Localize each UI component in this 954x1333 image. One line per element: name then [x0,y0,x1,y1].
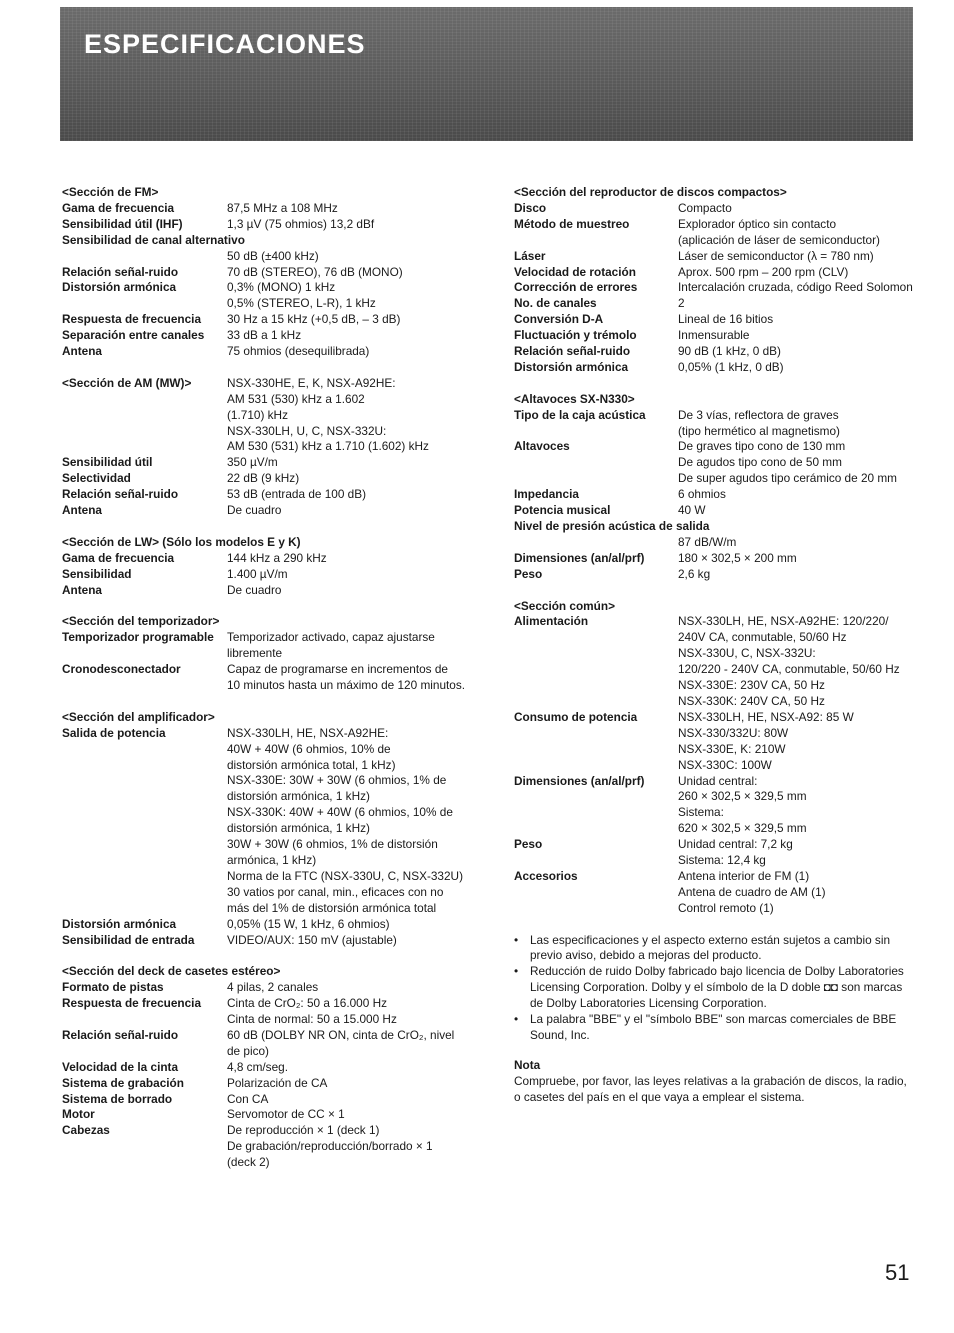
spec-value: 53 dB (entrada de 100 dB) [227,487,367,502]
spec-label: Relación señal-ruido [62,1027,179,1042]
spec-label: Separación entre canales [62,328,205,343]
spec-label: Antena [62,582,102,597]
spec-label: Peso [514,837,543,852]
spec-values [227,1107,492,1123]
spec-values [678,439,924,487]
spec-values [227,1092,492,1108]
spec-row [514,265,924,281]
spec-value: 120/220 - 240V CA, conmutable, 50/60 Hz [678,662,900,677]
spec-label: Formato de pistas [62,980,164,995]
spec-value: AM 531 (530) kHz a 1.602 [227,391,365,406]
spec-row [62,567,492,583]
nota-line: o casetes del país en el que vaya a emplear el sistema. [514,1089,805,1104]
spec-values [227,1076,492,1092]
section-title: <Sección de LW> (Sólo los modelos E y K) [62,534,301,549]
note-text [530,933,924,965]
spec-value: 22 dB (9 kHz) [227,471,300,486]
spec-section [62,614,492,694]
spec-label: Antena [62,344,102,359]
spec-value: 33 dB a 1 kHz [227,328,302,343]
spec-values [678,265,924,281]
spec-value: 87 dB/W/m [678,534,737,549]
spec-values [227,249,492,265]
spec-value: 30W + 30W (6 ohmios, 1% de distorsión [227,837,438,852]
spec-values [678,328,924,344]
spec-row [62,933,492,949]
spec-values [227,980,492,996]
section-title: <Sección del amplificador> [62,709,215,724]
spec-value: 30 Hz a 15 kHz (+0,5 dB, – 3 dB) [227,312,401,327]
spec-label: Dimensiones (an/al/prf) [514,550,645,565]
spec-values [678,535,924,551]
spec-label: Disco [514,200,547,215]
spec-row [514,487,924,503]
note-line: previo aviso, debido a mejoras del producto. [530,948,762,963]
spec-row [62,280,492,312]
spec-value: De agudos tipo cono de 50 mm [678,455,842,470]
spec-value: 30 vatios por canal, min., eficaces con no [227,884,444,899]
note-line: Sound, Inc. [530,1027,590,1042]
spec-row [514,614,924,709]
spec-value: Láser de semiconductor (λ = 780 nm) [678,248,874,263]
spec-label: No. de canales [514,296,597,311]
spec-section [62,964,492,1171]
spec-value: De cuadro [227,503,282,518]
spec-label: Cronodesconectador [62,662,181,677]
spec-value: 10 minutos hasta un máximo de 120 minutos. [227,678,466,693]
spec-value: 75 ohmios (desequilibrada) [227,344,370,359]
nota-text [514,1074,924,1106]
spec-value: NSX-330K: 240V CA, 50 Hz [678,693,825,708]
spec-value: NSX-330LH, U, C, NSX-332U: [227,423,387,438]
spec-row [62,312,492,328]
spec-value: más del 1% de distorsión armónica total [227,900,437,915]
spec-value: De cuadro [227,582,282,597]
spec-values [227,328,492,344]
spec-label: Fluctuación y trémolo [514,328,637,343]
spec-value: NSX-330U, C, NSX-332U: [678,646,816,661]
spec-values [227,344,492,360]
spec-value: 4,8 cm/seg. [227,1059,288,1074]
spec-value: VIDEO/AUX: 150 mV (ajustable) [227,932,397,947]
spec-values [678,201,924,217]
spec-value: Antena interior de FM (1) [678,868,810,883]
spec-value: AM 530 (531) kHz a 1.710 (1.602) kHz [227,439,429,454]
spec-values [678,280,924,296]
spec-row [514,201,924,217]
spec-row [514,774,924,838]
spec-values [227,567,492,583]
spec-label: Sensibilidad útil [62,455,153,470]
spec-values [245,233,492,249]
spec-values [678,869,924,917]
spec-row [514,503,924,519]
spec-value: De grabación/reproducción/borrado × 1 [227,1139,433,1154]
spec-label [514,535,678,551]
spec-value: Explorador óptico sin contacto [678,216,837,231]
spec-row [514,439,924,487]
spec-values [227,503,492,519]
spec-values [227,265,492,281]
spec-section [514,185,924,376]
spec-label: Distorsión armónica [62,280,177,295]
spec-value: NSX-330HE, E, K, NSX-A92HE: [227,375,396,390]
spec-label: Gama de frecuencia [62,550,175,565]
spec-values [227,1123,492,1171]
spec-row [62,1028,492,1060]
bullet-icon: • [514,1012,519,1027]
spec-values [227,1028,492,1060]
spec-label: Corrección de errores [514,280,638,295]
spec-values [227,583,492,599]
spec-values [709,519,924,535]
spec-values [678,249,924,265]
spec-row [62,726,492,917]
section-title: <Sección del reproductor de discos compactos> [514,185,787,199]
spec-row [514,344,924,360]
spec-value: NSX-330LH, HE, NSX-A92HE: 120/220/ [678,614,889,629]
spec-value: distorsión armónica, 1 kHz) [227,821,370,836]
spec-values [227,455,492,471]
spec-label: Peso [514,566,543,581]
spec-row [514,567,924,583]
spec-values [678,344,924,360]
spec-row [62,233,492,249]
spec-label: Láser [514,248,546,263]
spec-value: 0,05% (1 kHz, 0 dB) [678,359,784,374]
spec-value: Servomotor de CC × 1 [227,1107,345,1122]
spec-label [62,249,227,265]
spec-row [62,551,492,567]
spec-label: Sensibilidad [62,566,132,581]
spec-values [227,917,492,933]
spec-value: (tipo hermético al magnetismo) [678,423,840,438]
spec-values [678,312,924,328]
spec-values [678,296,924,312]
spec-value: distorsión armónica, 1 kHz) [227,789,370,804]
spec-value: Lineal de 16 bitios [678,312,774,327]
spec-label: Sensibilidad de entrada [62,932,195,947]
spec-value: NSX-330C: 100W [678,757,772,772]
spec-label: Relación señal-ruido [514,344,631,359]
spec-value: 2 [678,296,685,311]
spec-value: 260 × 302,5 × 329,5 mm [678,789,807,804]
spec-section [62,376,492,519]
spec-values [227,1060,492,1076]
spec-values [678,217,924,249]
spec-section [62,535,492,599]
spec-value: armónica, 1 kHz) [227,853,317,867]
spec-values [678,614,924,709]
section-title: <Sección común> [514,598,615,613]
spec-value: 4 pilas, 2 canales [227,980,319,995]
spec-value: 6 ohmios [678,487,726,502]
spec-values [678,837,924,869]
bullet-icon: • [514,964,519,979]
spec-value: 240V CA, conmutable, 50/60 Hz [678,630,847,645]
spec-label: Alimentación [514,614,589,629]
spec-values [678,503,924,519]
spec-value: 1,3 µV (75 ohmios) 13,2 dBf [227,216,375,231]
spec-row [62,376,492,456]
spec-values [678,710,924,774]
note-item [514,1012,924,1044]
spec-value: NSX-330E, K: 210W [678,741,786,756]
spec-section [514,392,924,583]
spec-value: 60 dB (DOLBY NR ON, cinta de CrO₂, nivel [227,1027,455,1042]
spec-row [62,980,492,996]
spec-label: Altavoces [514,439,570,454]
spec-row [514,296,924,312]
spec-value: 40W + 40W (6 ohmios, 10% de [227,741,391,756]
spec-value: (deck 2) [227,1155,270,1170]
spec-value: 1.400 µV/m [227,566,288,581]
spec-value: NSX-330LH, HE, NSX-A92HE: [227,725,389,740]
spec-value: NSX-330LH, HE, NSX-A92: 85 W [678,709,854,724]
note-text [530,1012,924,1044]
spec-value: De reproducción × 1 (deck 1) [227,1123,380,1138]
left-column [62,185,492,1187]
spec-value: Compacto [678,200,732,215]
spec-label: Método de muestreo [514,216,630,231]
spec-values [678,487,924,503]
spec-row [62,217,492,233]
spec-label: Velocidad de rotación [514,264,636,279]
spec-row [514,710,924,774]
spec-value: 0,5% (STEREO, L-R), 1 kHz [227,296,376,311]
spec-row [62,996,492,1028]
spec-value: NSX-330E: 230V CA, 50 Hz [678,678,825,693]
spec-row [62,471,492,487]
page-title: ESPECIFICACIONES [84,29,366,59]
spec-values [227,312,492,328]
spec-values [227,996,492,1028]
spec-label: Distorsión armónica [62,916,177,931]
spec-value: (1.710) kHz [227,407,288,422]
spec-row [62,1107,492,1123]
spec-values [227,487,492,503]
spec-value: 144 kHz a 290 kHz [227,550,327,565]
spec-row [514,312,924,328]
spec-section [62,710,492,949]
spec-values [678,360,924,376]
spec-value: 87,5 MHz a 108 MHz [227,200,338,215]
spec-value: NSX-330E: 30W + 30W (6 ohmios, 1% de [227,773,447,788]
note-line: Las especificaciones y el aspecto externo están sujetos a cambio sin [530,932,891,947]
spec-section [514,599,924,917]
spec-value: Sistema: 12,4 kg [678,853,766,868]
spec-values [678,567,924,583]
spec-value: 2,6 kg [678,566,711,581]
spec-label: Respuesta de frecuencia [62,996,201,1011]
section-title: <Sección del temporizador> [62,614,220,629]
spec-value: Temporizador activado, capaz ajustarse [227,630,435,645]
spec-label: Distorsión armónica [514,359,629,374]
spec-value: Con CA [227,1091,269,1106]
spec-value: Intercalación cruzada, código Reed Solomon [678,280,913,295]
spec-label: Temporizador programable [62,630,214,645]
spec-values [678,408,924,440]
spec-value: (aplicación de láser de semiconductor) [678,232,880,247]
spec-row [514,869,924,917]
spec-row [62,503,492,519]
spec-label: Relación señal-ruido [62,264,179,279]
spec-row [62,630,492,662]
spec-values [227,201,492,217]
spec-value: libremente [227,646,283,661]
spec-row [514,551,924,567]
spec-label: Cabezas [62,1123,110,1138]
spec-row [514,535,924,551]
spec-values [227,551,492,567]
spec-row [62,1092,492,1108]
spec-label: Selectividad [62,471,131,486]
spec-value: Sistema: [678,805,724,820]
spec-label: Relación señal-ruido [62,487,179,502]
bullet-icon: • [514,932,519,947]
spec-row [62,1060,492,1076]
spec-row [62,1076,492,1092]
spec-label: Dimensiones (an/al/prf) [514,773,645,788]
spec-row [62,328,492,344]
spec-label: <Sección de AM (MW)> [62,375,192,390]
spec-value: Polarización de CA [227,1075,328,1090]
spec-values [227,662,492,694]
spec-label: Consumo de potencia [514,709,638,724]
spec-value: 350 µV/m [227,455,278,470]
spec-row [514,328,924,344]
section-title: <Sección de FM> [62,185,159,199]
spec-values [227,726,492,917]
nota-line: Compruebe, por favor, las leyes relativas a la grabación de discos, la radio, [514,1073,907,1088]
spec-label: Antena [62,503,102,518]
spec-row [62,201,492,217]
page-number: 51 [885,1260,910,1285]
spec-label: Conversión D-A [514,312,604,327]
spec-value: 0,3% (MONO) 1 kHz [227,280,336,295]
spec-row [514,249,924,265]
spec-value: 180 × 302,5 × 200 mm [678,550,797,565]
spec-value: 0,05% (15 W, 1 kHz, 6 ohmios) [227,916,390,931]
note-line: La palabra "BBE" y el "símbolo BBE" son marcas comerciales de BBE [530,1012,897,1027]
spec-value: 50 dB (±400 kHz) [227,248,319,263]
spec-value: 70 dB (STEREO), 76 dB (MONO) [227,264,403,279]
spec-values [678,551,924,567]
spec-label: Potencia musical [514,503,611,518]
spec-label: Tipo de la caja acústica [514,407,646,422]
spec-row [514,837,924,869]
spec-value: Norma de la FTC (NSX-330U, C, NSX-332U) [227,868,464,883]
spec-values [227,280,492,312]
spec-value: Antena de cuadro de AM (1) [678,884,826,899]
spec-label: Velocidad de la cinta [62,1059,179,1074]
spec-value: de pico) [227,1043,269,1058]
spec-label: Sensibilidad de canal alternativo [62,232,245,247]
spec-row [514,408,924,440]
spec-label: Sistema de borrado [62,1091,173,1106]
note-line: Reducción de ruido Dolby fabricado bajo licencia de Dolby Laboratories [530,964,904,979]
spec-label: Salida de potencia [62,725,166,740]
note-line: Licensing Corporation. Dolby y el símbolo de la D doble ◘◘ son marcas [530,980,903,995]
spec-row [62,455,492,471]
spec-values [227,471,492,487]
spec-value: Capaz de programarse en incrementos de [227,662,448,677]
spec-row [514,360,924,376]
spec-row [62,1123,492,1171]
spec-row [62,249,492,265]
spec-values [227,376,492,456]
spec-value: NSX-330/332U: 80W [678,725,789,740]
spec-values [227,630,492,662]
spec-label: Gama de frecuencia [62,200,175,215]
note-item [514,964,924,1012]
spec-value: Aprox. 500 rpm – 200 rpm (CLV) [678,264,849,279]
spec-value: De super agudos tipo cerámico de 20 mm [678,471,898,486]
spec-row [514,280,924,296]
spec-row [514,217,924,249]
spec-value: 90 dB (1 kHz, 0 dB) [678,344,781,359]
spec-row [62,917,492,933]
spec-value: Unidad central: 7,2 kg [678,837,793,852]
spec-values [678,774,924,838]
notes-list [514,933,924,1044]
spec-value: distorsión armónica total, 1 kHz) [227,757,396,772]
spec-value: De graves tipo cono de 130 mm [678,439,846,454]
section-title: <Sección del deck de casetes estéreo> [62,964,281,979]
right-specs [514,185,924,917]
spec-value: De 3 vías, reflectora de graves [678,407,839,422]
spec-row [62,662,492,694]
spec-value: Inmensurable [678,328,750,343]
right-column [514,185,924,1106]
section-title: <Altavoces SX-N330> [514,391,635,406]
spec-row [62,487,492,503]
spec-row [62,265,492,281]
spec-label: Impedancia [514,487,579,502]
spec-value: 40 W [678,503,706,518]
spec-row [62,344,492,360]
header-banner [60,7,913,141]
spec-label: Sistema de grabación [62,1075,184,1090]
note-item [514,933,924,965]
spec-label: Sensibilidad útil (IHF) [62,216,183,231]
spec-label: Accesorios [514,868,578,883]
spec-value: Cinta de CrO₂: 50 a 16.000 Hz [227,996,387,1011]
spec-row [514,519,924,535]
spec-section [62,185,492,360]
spec-values [227,217,492,233]
spec-value: NSX-330K: 40W + 40W (6 ohmios, 10% de [227,805,453,820]
spec-label: Respuesta de frecuencia [62,312,201,327]
nota-title: Nota [514,1057,541,1072]
spec-values [227,933,492,949]
spec-label: Nivel de presión acústica de salida [514,519,710,534]
spec-value: Unidad central: [678,773,758,788]
spec-row [62,583,492,599]
spec-label: Motor [62,1107,95,1122]
spec-value: 620 × 302,5 × 329,5 mm [678,821,807,836]
spec-value: Control remoto (1) [678,900,774,915]
spec-value: Cinta de normal: 50 a 15.000 Hz [227,1012,397,1027]
note-text [530,964,924,1012]
note-line: de Dolby Laboratories Licensing Corporation. [530,996,767,1011]
